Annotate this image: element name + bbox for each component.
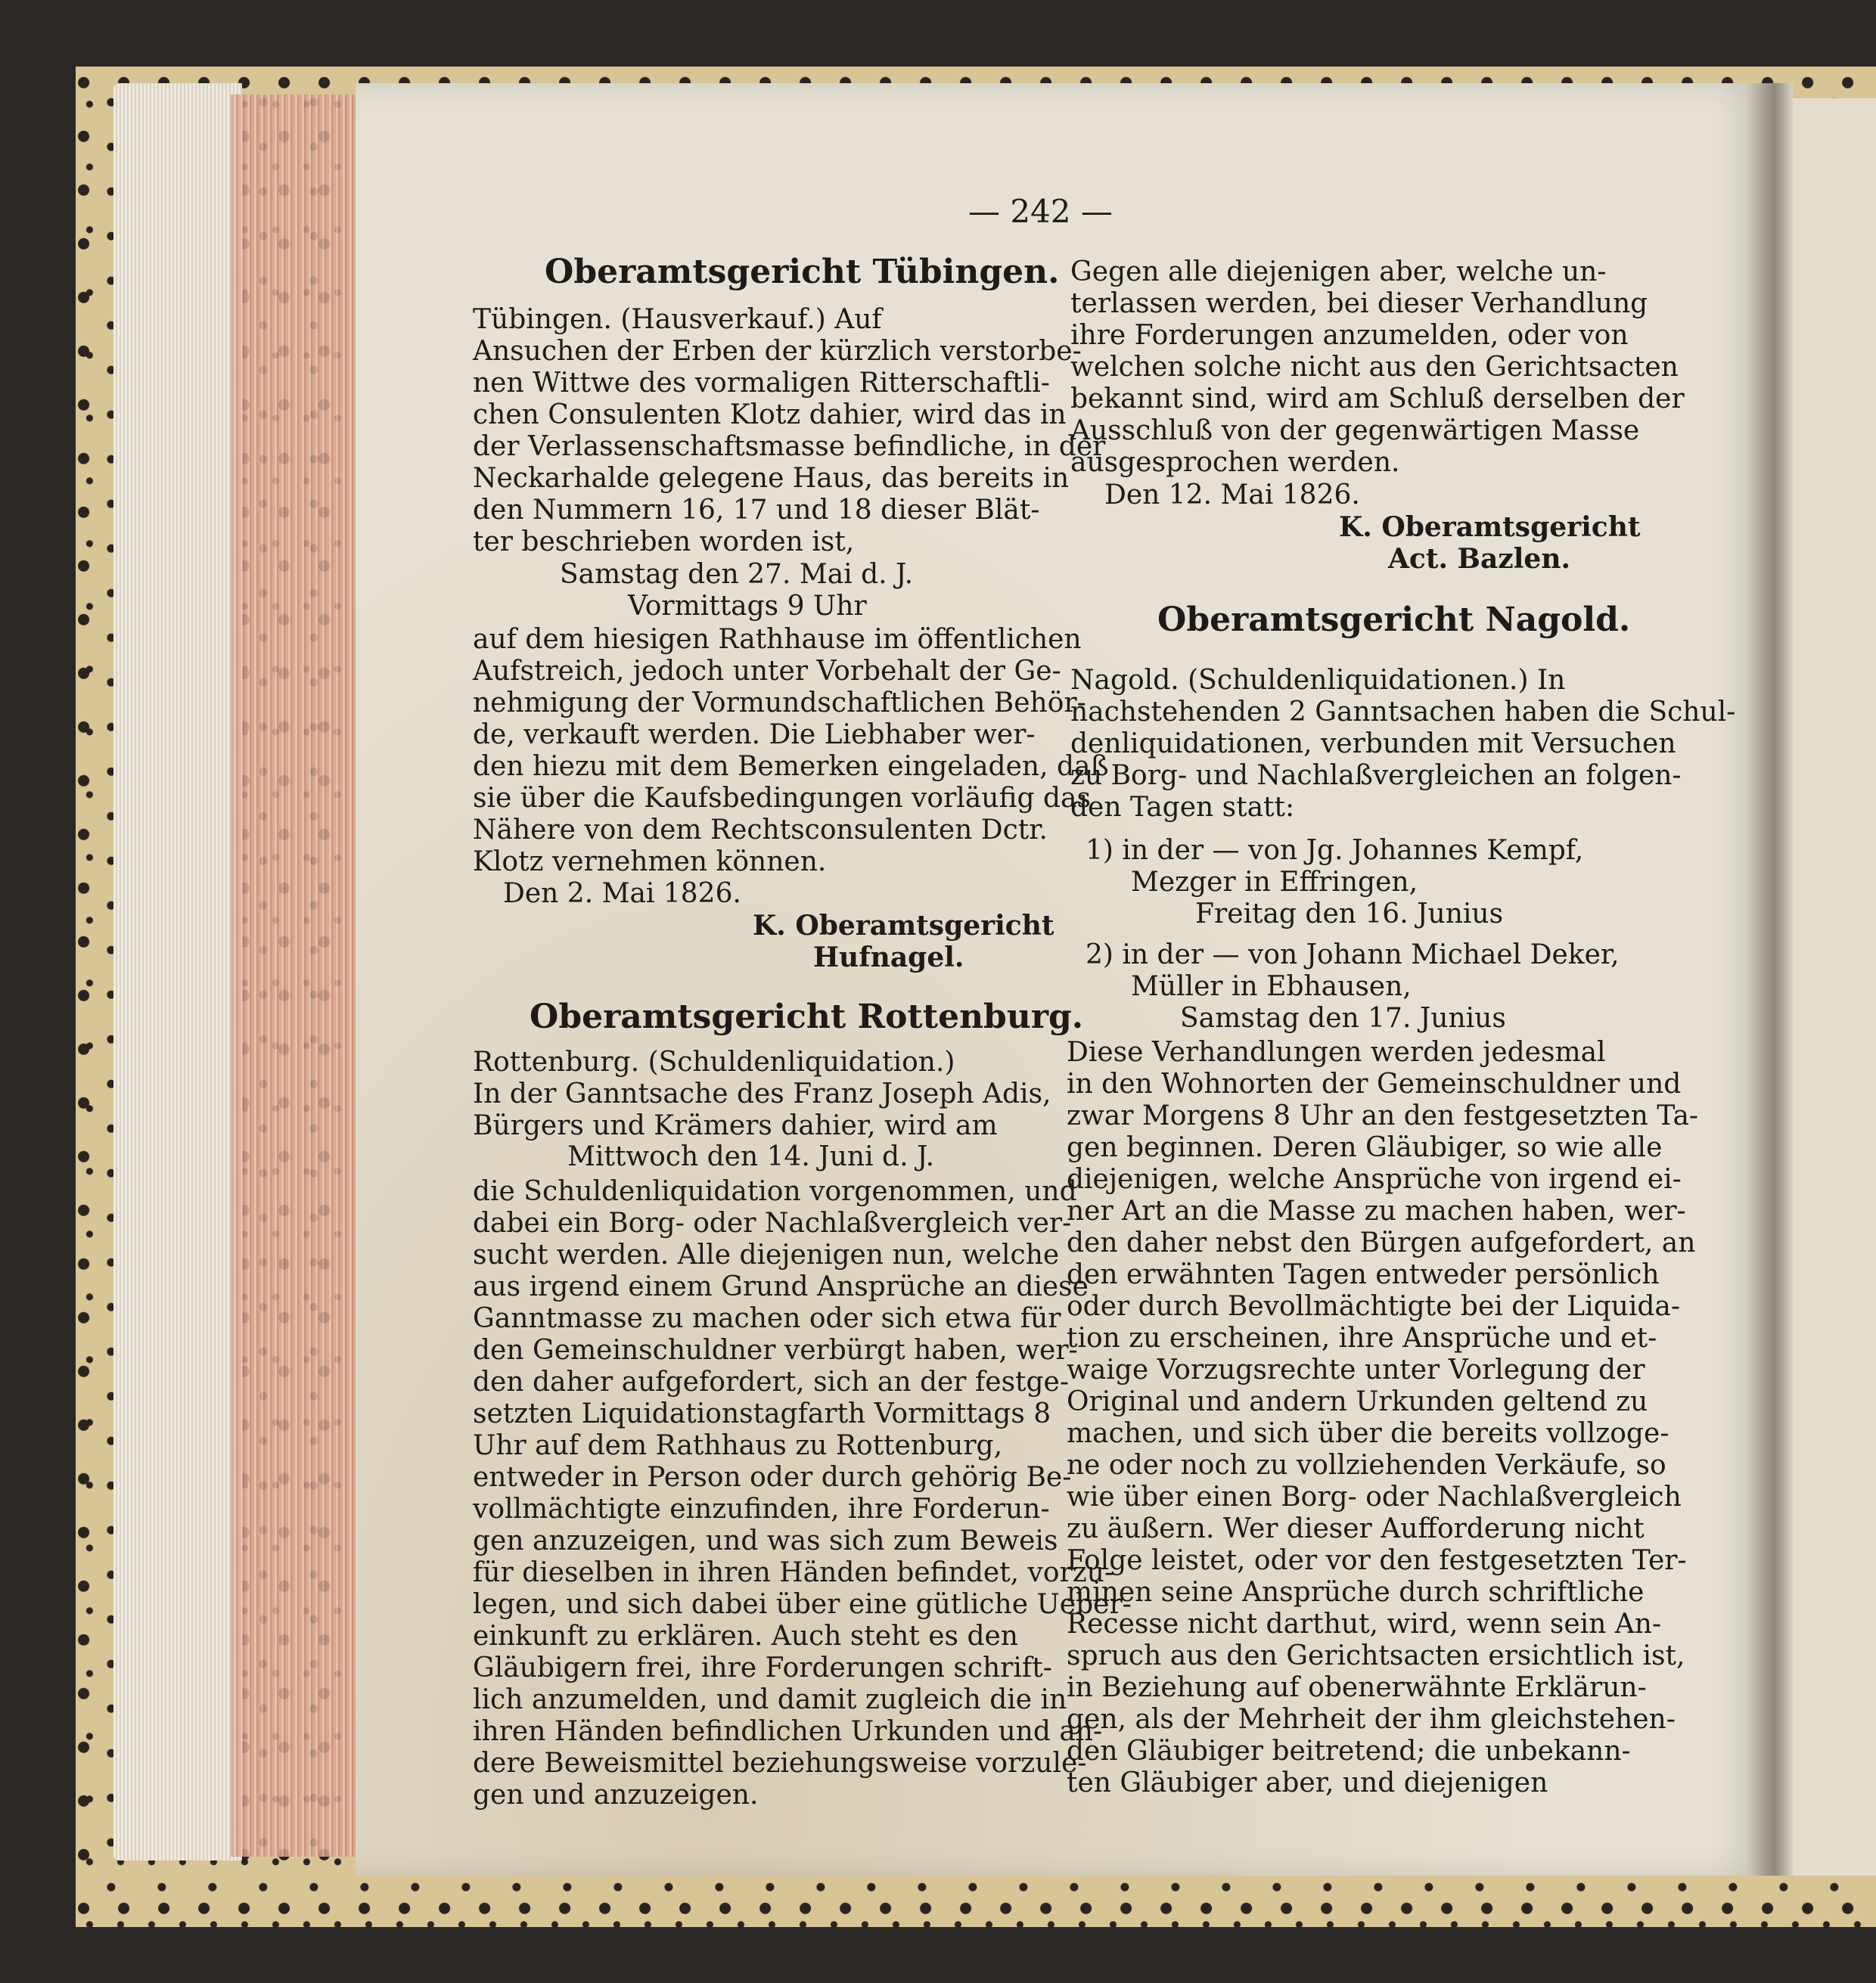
case-1-date: Freitag den 16. Junius (1195, 898, 1504, 929)
tuebingen-signature-name: Hufnagel. (813, 942, 964, 973)
text-line: den Nummern 16, 17 und 18 dieser Blät- (473, 495, 1040, 526)
text-line: Ganntmasse zu machen oder sich etwa für (473, 1303, 1061, 1334)
text-line: ter beschrieben worden ist, (473, 526, 855, 557)
page-number: — 242 — (968, 193, 1113, 230)
text-line: ner Art an die Masse zu machen haben, wer- (1067, 1196, 1686, 1227)
text-line: Ausschluß von der gegenwärtigen Masse (1070, 415, 1640, 446)
text-line: ihren Händen befindlichen Urkunden und an- (473, 1716, 1103, 1747)
text-line: Tübingen. (Hausverkauf.) Auf (473, 304, 882, 335)
text-line: denliquidationen, verbunden mit Versuchen (1070, 728, 1676, 759)
text-line: den daher aufgefordert, sich an der festge- (473, 1367, 1070, 1398)
text-line: chen Consulenten Klotz dahier, wird das in (473, 399, 1067, 430)
text-line: gen beginnen. Deren Gläubiger, so wie alle (1067, 1132, 1663, 1163)
auction-date: Samstag den 27. Mai d. J. (560, 559, 914, 590)
text-line: ne oder noch zu vollziehenden Verkäufe, so (1067, 1450, 1666, 1481)
red-page-edge (231, 95, 367, 1857)
text-line: Folge leistet, oder vor den festgesetzten Ter- (1067, 1545, 1687, 1576)
text-line: dere Beweismittel beziehungsweise vorzule- (473, 1748, 1087, 1779)
text-line: gen, als der Mehrheit der ihm gleichstehen- (1067, 1704, 1676, 1735)
text-line: tion zu erscheinen, ihre Ansprüche und et- (1067, 1323, 1657, 1354)
text-line: legen, und sich dabei über eine gütliche Ueber- (473, 1589, 1132, 1620)
text-line: oder durch Bevollmächtigte bei der Liquida- (1067, 1291, 1681, 1322)
text-line: der Verlassenschaftsmasse befindliche, in der (473, 431, 1106, 462)
text-line: waige Vorzugsrechte unter Vorlegung der (1067, 1355, 1645, 1386)
text-line: gen anzuzeigen, und was sich zum Beweis (473, 1525, 1058, 1556)
text-line: wie über einen Borg- oder Nachlaßvergleich (1067, 1482, 1682, 1513)
text-line: nen Wittwe des vormaligen Ritterschaftli- (473, 368, 1050, 399)
text-line: gen und anzuzeigen. (473, 1780, 759, 1811)
heading-rottenburg: Oberamtsgericht Rottenburg. (530, 998, 1084, 1036)
text-line: den daher nebst den Bürgen aufgefordert, an (1067, 1227, 1696, 1258)
text-line: in den Wohnorten der Gemeinschuldner und (1067, 1069, 1682, 1100)
case-2-line-1: 2) in der — von Johann Michael Deker, (1086, 939, 1620, 970)
text-line: Nähere von dem Rechtsconsulenten Dctr. (473, 815, 1048, 846)
text-line: nachstehenden 2 Ganntsachen haben die Schul- (1070, 697, 1736, 728)
case-2-line-2: Müller in Ebhausen, (1131, 971, 1412, 1002)
text-line: welchen solche nicht aus den Gerichtsacten (1070, 352, 1679, 383)
text-line: Gegen alle diejenigen aber, welche un- (1070, 256, 1607, 287)
text-line: für dieselben in ihren Händen befindet, vorzu- (473, 1557, 1114, 1588)
heading-tuebingen: Oberamtsgericht Tübingen. (545, 253, 1060, 291)
text-line: minen seine Ansprüche durch schriftliche (1067, 1577, 1645, 1608)
facing-page (1793, 98, 1876, 1876)
heading-nagold: Oberamtsgericht Nagold. (1157, 600, 1631, 639)
text-line: Diese Verhandlungen werden jedesmal (1067, 1037, 1606, 1068)
continuation-signature-office: K. Oberamtsgericht (1339, 511, 1641, 543)
text-line: sie über die Kaufsbedingungen vorläufig das (473, 783, 1091, 814)
text-line: auf dem hiesigen Rathhause im öffentlichen (473, 624, 1082, 655)
continuation-dated: Den 12. Mai 1826. (1104, 479, 1360, 510)
tuebingen-dated: Den 2. Mai 1826. (503, 878, 741, 909)
text-line: nehmigung der Vormundschaftlichen Behör- (473, 687, 1086, 718)
text-line: ausgesprochen werden. (1070, 447, 1400, 478)
text-line: terlassen werden, bei dieser Verhandlung (1070, 288, 1648, 319)
text-line: lich anzumelden, und damit zugleich die in (473, 1684, 1067, 1715)
book-gutter (1747, 83, 1793, 1876)
page-edges (113, 83, 242, 1860)
text-line: setzten Liquidationstagfarth Vormittags 8 (473, 1398, 1051, 1429)
text-line: sucht werden. Alle diejenigen nun, welche (473, 1240, 1060, 1271)
text-line: aus irgend einem Grund Ansprüche an diese (473, 1271, 1089, 1302)
text-line: einkunft zu erklären. Auch steht es den (473, 1621, 1018, 1652)
text-line: dabei ein Borg- oder Nachlaßvergleich ver- (473, 1208, 1072, 1239)
text-line: Uhr auf dem Rathhaus zu Rottenburg, (473, 1430, 1003, 1461)
text-line: Bürgers und Krämers dahier, wird am (473, 1110, 998, 1141)
text-line: den erwähnten Tagen entweder persönlich (1067, 1259, 1660, 1290)
text-line: entweder in Person oder durch gehörig Be- (473, 1462, 1072, 1493)
auction-time: Vormittags 9 Uhr (628, 591, 867, 622)
text-line: in Beziehung auf obenerwähnte Erklärun- (1067, 1672, 1647, 1703)
case-2-date: Samstag den 17. Junius (1180, 1003, 1506, 1034)
text-line: vollmächtigte einzufinden, ihre Forderun- (473, 1494, 1050, 1525)
text-line: Gläubigern frei, ihre Forderungen schrift- (473, 1652, 1052, 1684)
text-line: ihre Forderungen anzumelden, oder von (1070, 320, 1629, 351)
case-1-line-2: Mezger in Effringen, (1131, 867, 1418, 898)
text-line: machen, und sich über die bereits vollzoge- (1067, 1418, 1669, 1449)
text-line: Neckarhalde gelegene Haus, das bereits in (473, 463, 1070, 494)
text-line: zu Borg- und Nachlaßvergleichen an folgen- (1070, 760, 1682, 791)
rottenburg-date: Mittwoch den 14. Juni d. J. (567, 1141, 935, 1172)
text-line: den Gläubiger beitretend; die unbekann- (1067, 1736, 1631, 1767)
text-line: spruch aus den Gerichtsacten ersichtlich ist, (1067, 1640, 1685, 1671)
text-line: den Tagen statt: (1070, 792, 1295, 823)
text-line: Aufstreich, jedoch unter Vorbehalt der Ge- (473, 656, 1061, 687)
text-line: ten Gläubiger aber, und diejenigen (1067, 1767, 1548, 1798)
text-line: zu äußern. Wer dieser Aufforderung nicht (1067, 1513, 1645, 1544)
text-line: In der Ganntsache des Franz Joseph Adis, (473, 1078, 1051, 1109)
text-line: Ansuchen der Erben der kürzlich verstorbe- (473, 336, 1082, 367)
tuebingen-signature-office: K. Oberamtsgericht (753, 910, 1054, 942)
continuation-signature-name: Act. Bazlen. (1388, 543, 1571, 575)
text-line: Original und andern Urkunden geltend zu (1067, 1386, 1648, 1417)
text-line: diejenigen, welche Ansprüche von irgend ei- (1067, 1164, 1682, 1195)
text-line: Nagold. (Schuldenliquidationen.) In (1070, 665, 1566, 696)
text-line: zwar Morgens 8 Uhr an den festgesetzten Ta- (1067, 1100, 1699, 1131)
text-line: den Gemeinschuldner verbürgt haben, wer- (473, 1335, 1078, 1366)
text-line: Klotz vernehmen können. (473, 846, 827, 877)
text-line: bekannt sind, wird am Schluß derselben der (1070, 383, 1685, 414)
case-1-line-1: 1) in der — von Jg. Johannes Kempf, (1086, 835, 1584, 866)
text-line: de, verkauft werden. Die Liebhaber wer- (473, 719, 1036, 750)
text-line: Recesse nicht darthut, wird, wenn sein An- (1067, 1609, 1662, 1640)
text-line: die Schuldenliquidation vorgenommen, und (473, 1176, 1077, 1207)
text-line: Rottenburg. (Schuldenliquidation.) (473, 1047, 955, 1078)
text-line: den hiezu mit dem Bemerken eingeladen, daß (473, 751, 1109, 782)
